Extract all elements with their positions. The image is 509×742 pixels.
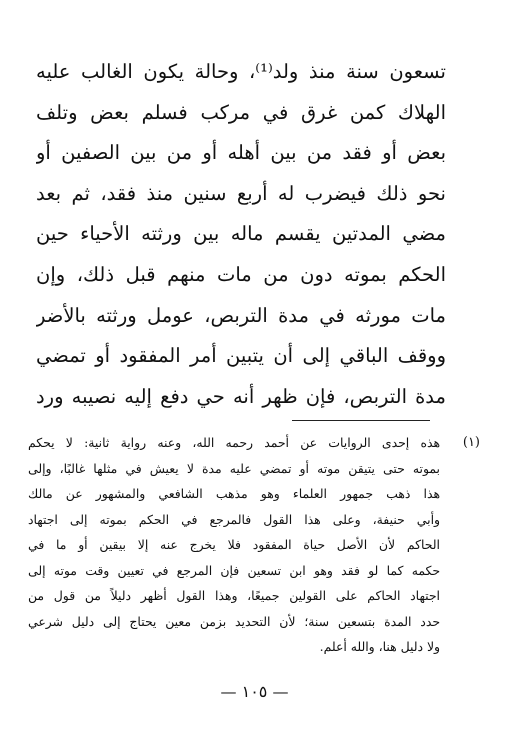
main-text-line: تسعون سنة منذ ولد⁽¹⁾، وحالة يكون الغالب عليه bbox=[36, 60, 446, 83]
footnote-separator bbox=[292, 420, 430, 421]
main-text-line: مات مورثه في مدة التربص، عومل ورثته بالأضر bbox=[36, 303, 446, 327]
footnote-line: هذا ذهب جمهور العلماء وهو مذهب الشافعي والمشهور عن مالك bbox=[28, 486, 440, 501]
main-text-line: الحكم بموته دون من مات منهم قبل ذلك، وإن bbox=[36, 262, 446, 286]
page-number: — ١٠٥ — bbox=[220, 682, 289, 701]
footnote-line: ولا دليل هنا، والله أعلم. bbox=[319, 639, 440, 654]
main-text-line: نحو ذلك فيضرب له أربع سنين منذ فقد، ثم بعد bbox=[36, 181, 446, 205]
main-text-line: بعض أو فقد من بين أهله أو من بين الصفين أو bbox=[36, 141, 446, 165]
main-text-line: الهلاك كمن غرق في مركب فسلم بعض وتلف bbox=[36, 100, 446, 124]
main-text-line: مدة التربص، فإن ظهر أنه حي دفع إليه نصيبه ورد bbox=[36, 384, 446, 408]
main-text bbox=[36, 52, 446, 417]
footnote-line: بموته حتى يتيقن موته أو تمضي عليه مدة لا يعيش في مثلها غالبًا، وإلى bbox=[28, 460, 440, 476]
footnote-line: اجتهاد الحاكم على القولين جميعًا، وهذا القول أظهر دليلاً من قول من bbox=[28, 588, 440, 603]
main-text-line: مضي المدتين يقسم ماله بين ورثته الأحياء حين bbox=[36, 222, 446, 246]
footnote bbox=[28, 430, 480, 660]
footnote-line: وأبي حنيفة، وعلى هذا القول فالمرجع في الحكم بموته إلى اجتهاد bbox=[28, 511, 440, 527]
main-text-line: ووقف الباقي إلى أن يتبين أمر المفقود أو تمضي bbox=[36, 344, 446, 368]
footnotes bbox=[28, 430, 480, 660]
footnote-line: هذه إحدى الروايات عن أحمد رحمه الله، وعنه رواية ثانية: لا يحكم bbox=[28, 435, 440, 450]
footnote-body bbox=[28, 430, 440, 660]
footnote-number: (١) bbox=[462, 435, 480, 450]
footnote-line: حدد المدة بتسعين سنة؛ لأن التحديد بزمن معين يحتاج إلى دليل شرعي bbox=[28, 613, 440, 629]
footnote-line: حكمه كما لو فقد وهو ابن تسعين فإن المرجع في تعيين وقت موته إلى bbox=[28, 562, 440, 578]
footnote-line: الحاكم لأن الأصل حياة المفقود فلا يخرج عنه إلا بيقين أو ما في bbox=[28, 537, 440, 552]
